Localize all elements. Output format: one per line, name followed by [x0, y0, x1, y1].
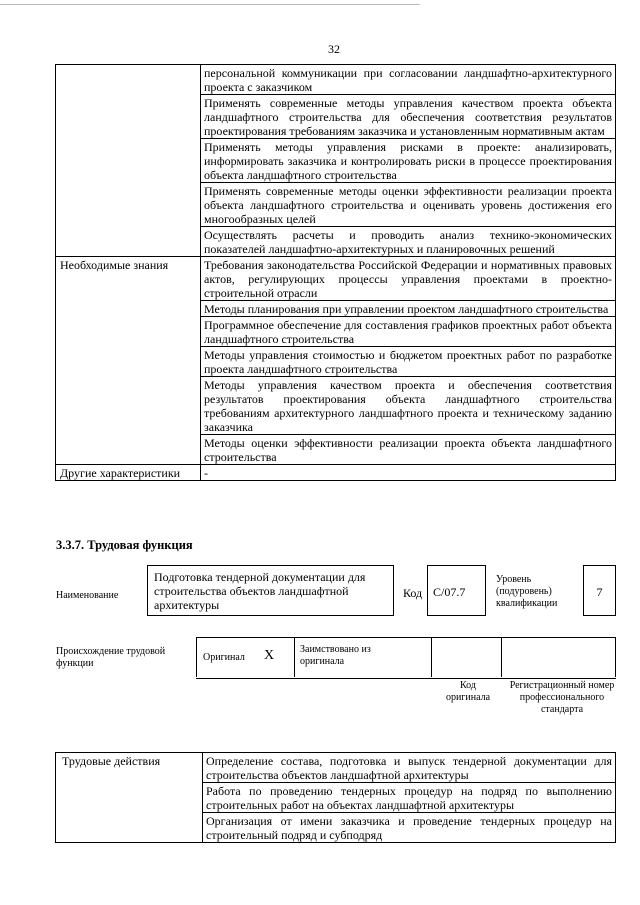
- table-row: [56, 65, 616, 95]
- level-box: 7: [583, 565, 616, 616]
- table-cell: Применять методы управления рисками в проекте: анализировать, информировать заказчика и контролировать риски в процессе проектирования объекта ландшафтного строительства: [201, 139, 616, 183]
- borrowed-label: Заимствовано из оригинала: [300, 644, 371, 667]
- table-cell: Требования законодательства Российской Федерации и нормативных правовых актов, регулирующих процессы управления проектами в проектно-строительной отрасли: [201, 257, 616, 301]
- requirements-table: [55, 64, 616, 481]
- section-title: 3.3.7. Трудовая функция: [56, 538, 193, 552]
- row-label-knowledge: Необходимые знания: [56, 257, 201, 465]
- code-box: С/07.7: [427, 565, 486, 616]
- page-number: 32: [328, 42, 340, 56]
- name-label: Наименование: [56, 590, 119, 601]
- function-name-box: Подготовка тендерной документации для строительства объектов ландшафтной архитектуры: [147, 565, 394, 616]
- table-cell: Организация от имени заказчика и проведение тендерных процедур на строительный подряд и субподряд: [203, 813, 616, 843]
- table-cell: Применять современные методы управления качеством проекта объекта ландшафтного строительства для обеспечения соответствия результатов проектирования требованиям заказчика и установленным нормативным актам: [201, 95, 616, 139]
- table-row: [56, 257, 616, 301]
- original-mark: X: [264, 648, 275, 663]
- labor-actions-table: [55, 752, 616, 843]
- registration-caption: Регистрационный номер профессионального стандарта: [509, 680, 615, 715]
- divider: [501, 637, 502, 677]
- table-cell: Осуществлять расчеты и проводить анализ технико-экономических показателей ландшафтно-архитектурных и планировочных решений: [201, 227, 616, 257]
- table-cell: Работа по проведению тендерных процедур на подряд по выполнению строительных работ на объектах ландшафтной архитектуры: [203, 783, 616, 813]
- table-cell: Программное обеспечение для составления графиков проектных работ объекта ландшафтного строительства: [201, 317, 616, 347]
- top-rule: [0, 4, 420, 5]
- row-label-skills: [56, 65, 201, 257]
- table-row: [56, 753, 616, 783]
- table-cell: Методы планирования при управлении проектом ландшафтного строительства: [201, 301, 616, 317]
- table-cell: персональной коммуникации при согласовании ландшафтно-архитектурного проекта с заказчиком: [201, 65, 616, 95]
- divider: [196, 637, 197, 677]
- table-cell: Методы управления качеством проекта и обеспечения соответствия результатов проектирования объекта ландшафтного строительства требованиям архитектурного ландшафтного проекта и техническому заданию заказчика: [201, 377, 616, 435]
- level-label: Уровень (подуровень) квалификации: [496, 574, 558, 609]
- divider: [294, 637, 295, 677]
- row-label-actions: Трудовые действия: [56, 753, 203, 843]
- row-label-other: Другие характеристики: [56, 465, 201, 481]
- table-cell: Методы управления стоимостью и бюджетом проектных работ по разработке проекта ландшафтного строительства: [201, 347, 616, 377]
- table-row: [56, 465, 616, 481]
- table-cell: Методы оценки эффективности реализации проекта объекта ландшафтного строительства: [201, 435, 616, 465]
- original-label: Оригинал: [203, 652, 245, 663]
- code-label: Код: [403, 586, 423, 600]
- table-cell: -: [201, 465, 616, 481]
- origin-label: Происхождение трудовой функции: [56, 646, 166, 669]
- table-cell: Определение состава, подготовка и выпуск тендерной документации для строительства объектов ландшафтной архитектуры: [203, 753, 616, 783]
- table-cell: Применять современные методы оценки эффективности реализации проекта объекта ландшафтного строительства и оценивать уровень достижения его многообразных целей: [201, 183, 616, 227]
- divider: [615, 637, 616, 677]
- code-original-caption: Код оригинала: [445, 680, 491, 703]
- divider: [431, 637, 432, 677]
